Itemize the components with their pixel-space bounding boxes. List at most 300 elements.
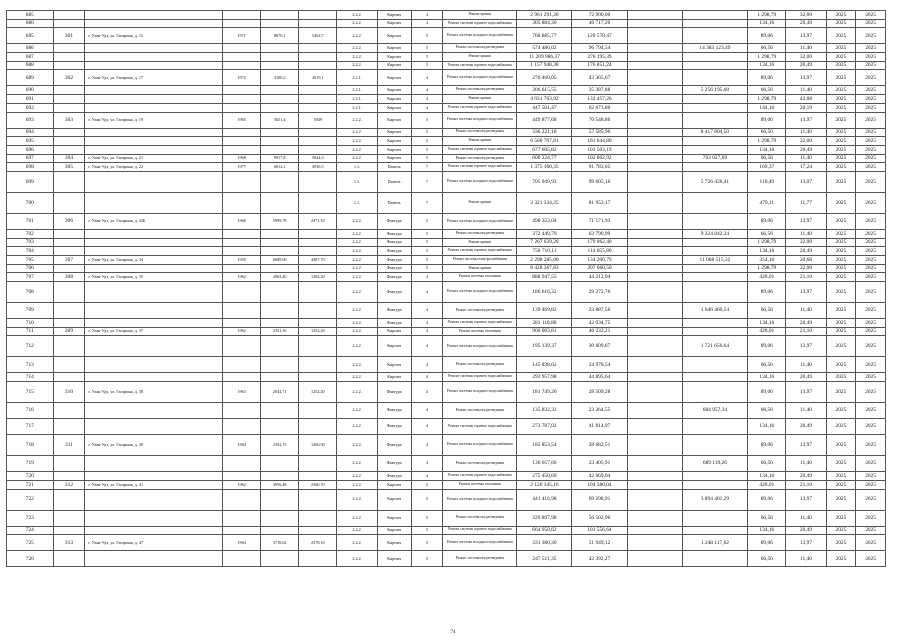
wall-material: Фактура [377, 282, 411, 303]
category-code: 2.2.2. [337, 247, 377, 256]
total-area [261, 238, 299, 247]
rate-per-sqm: 110,49 [748, 171, 786, 192]
spacer-cell [627, 480, 682, 489]
building-total [682, 480, 748, 489]
total-area [261, 53, 299, 62]
spacer-cell [627, 229, 682, 238]
wall-material: Кирпич [377, 70, 411, 86]
address [85, 551, 223, 567]
work-cost: 181 749,20 [517, 382, 572, 403]
year-built [223, 403, 261, 419]
year-start: 2025 [826, 128, 856, 137]
work-type: Ремонт системы водоотведения [443, 456, 517, 472]
total-area: 5999,78 [261, 213, 299, 229]
living-area [299, 336, 337, 357]
building-number [53, 238, 85, 247]
year-built [223, 86, 261, 95]
work-cost: 276 460,05 [517, 70, 572, 86]
spacer-cell [627, 238, 682, 247]
rate-secondary: 13,97 [786, 489, 826, 510]
living-area [299, 510, 337, 526]
work-cost: 888 947,55 [517, 273, 572, 282]
table-row [7, 551, 886, 567]
year-built: 1966 [223, 213, 261, 229]
category-code: 2.2.2. [337, 137, 377, 146]
year-end: 2025 [856, 11, 886, 20]
year-start: 2025 [826, 145, 856, 154]
work-cost: 449 877,68 [517, 112, 572, 128]
floor-count: 5 [411, 28, 443, 44]
category-code: 2.2.2. [337, 61, 377, 70]
living-area [299, 489, 337, 510]
building-number [53, 526, 85, 535]
rate-per-sqm: 89,06 [748, 282, 786, 303]
year-start: 2025 [826, 171, 856, 192]
rate-per-sqm: 89,06 [748, 382, 786, 403]
work-cost: 1 375 160,35 [517, 163, 572, 172]
table-row [7, 28, 886, 44]
work-type: Ремонт системы горячего водоснабжения [443, 145, 517, 154]
unit-cost: 63 790,99 [572, 229, 627, 238]
row-number: 703 [7, 238, 54, 247]
work-cost: 135 832,32 [517, 403, 572, 419]
building-total: 703 027,69 [682, 154, 748, 163]
unit-cost: 91 783,65 [572, 163, 627, 172]
wall-material: Кирпич [377, 137, 411, 146]
building-total [682, 357, 748, 373]
row-number: 715 [7, 382, 54, 403]
work-type: Ремонт системы холодного водоснабжения [443, 282, 517, 303]
year-start: 2025 [826, 112, 856, 128]
work-cost: 182 853,54 [517, 435, 572, 456]
year-built [223, 419, 261, 435]
building-total: 1 721 656,64 [682, 336, 748, 357]
floor-count: 5 [411, 489, 443, 510]
table-row [7, 53, 886, 62]
row-number: 707 [7, 273, 54, 282]
spacer-cell [627, 373, 682, 382]
rate-secondary: 21,10 [786, 327, 826, 336]
work-type: Ремонт системы водоотведения [443, 154, 517, 163]
year-end: 2025 [856, 282, 886, 303]
floor-count: 5 [411, 154, 443, 163]
spacer-cell [627, 19, 682, 28]
table-body [7, 11, 886, 567]
work-type: Ремонт системы холодного водоснабжения [443, 213, 517, 229]
work-type: Ремонт крыши [443, 137, 517, 146]
year-end: 2025 [856, 53, 886, 62]
year-start: 2025 [826, 535, 856, 551]
year-end: 2025 [856, 456, 886, 472]
year-built: 1962 [223, 327, 261, 336]
building-number: 305 [53, 163, 85, 172]
year-built [223, 303, 261, 319]
work-cost: 195 139,37 [517, 336, 572, 357]
category-code: 2.2.2. [337, 526, 377, 535]
rate-secondary: 11,40 [786, 86, 826, 95]
total-area: 2392,15 [261, 435, 299, 456]
rate-secondary: 13,97 [786, 435, 826, 456]
work-type: Ремонт системы горячего водоснабжения [443, 163, 517, 172]
building-number [53, 373, 85, 382]
living-area: 2378,10 [299, 535, 337, 551]
category-code: 1.1. [337, 171, 377, 192]
building-number [53, 171, 85, 192]
row-number: 716 [7, 403, 54, 419]
building-number [53, 264, 85, 273]
rate-per-sqm: 66,56 [748, 86, 786, 95]
building-total: 11 068 515,32 [682, 256, 748, 265]
year-end: 2025 [856, 327, 886, 336]
year-start: 2025 [826, 163, 856, 172]
year-end: 2025 [856, 489, 886, 510]
address: г. Улан-Удэ, ул. Гагарина, д. 40 [85, 435, 223, 456]
address [85, 264, 223, 273]
address [85, 238, 223, 247]
table-row [7, 229, 886, 238]
table-row [7, 247, 886, 256]
wall-material: Кирпич [377, 95, 411, 104]
table-row [7, 154, 886, 163]
category-code: 2.2.2. [337, 238, 377, 247]
rate-secondary: 11,40 [786, 551, 826, 567]
rate-per-sqm: 1 298,79 [748, 53, 786, 62]
rate-per-sqm: 89,06 [748, 213, 786, 229]
work-cost: 247 511,35 [517, 551, 572, 567]
year-start: 2025 [826, 61, 856, 70]
rate-secondary: 20,49 [786, 19, 826, 28]
wall-material: Фактура [377, 382, 411, 403]
living-area: 1260,50 [299, 435, 337, 456]
building-number [53, 19, 85, 28]
spacer-cell [627, 154, 682, 163]
table-row [7, 327, 886, 336]
building-number [53, 489, 85, 510]
row-number: 699 [7, 171, 54, 192]
table-row [7, 171, 886, 192]
wall-material: Кирпич [377, 154, 411, 163]
address [85, 171, 223, 192]
year-built [223, 282, 261, 303]
row-number: 704 [7, 247, 54, 256]
floor-count: 4 [411, 336, 443, 357]
rate-secondary: 11,40 [786, 229, 826, 238]
spacer-cell [627, 28, 682, 44]
wall-material: Кирпич [377, 510, 411, 526]
rate-secondary: 21,10 [786, 273, 826, 282]
work-type: Ремонт системы горячего водоснабжения [443, 526, 517, 535]
building-total [682, 327, 748, 336]
living-area [299, 238, 337, 247]
row-number: 719 [7, 456, 54, 472]
spacer-cell [627, 303, 682, 319]
rate-per-sqm: 1 298,79 [748, 238, 786, 247]
year-start: 2025 [826, 192, 856, 213]
wall-material: Фактура [377, 403, 411, 419]
category-code: 2.2.2. [337, 435, 377, 456]
living-area [299, 95, 337, 104]
building-total [682, 70, 748, 86]
rate-secondary: 20,49 [786, 247, 826, 256]
year-end: 2025 [856, 535, 886, 551]
row-number: 693 [7, 112, 54, 128]
building-number [53, 128, 85, 137]
spacer-cell [627, 95, 682, 104]
unit-cost: 44 212,94 [572, 273, 627, 282]
category-code: 2.2.2. [337, 303, 377, 319]
year-built: 1971 [223, 28, 261, 44]
work-type: Ремонт крыши [443, 11, 517, 20]
total-area: 3718,62 [261, 535, 299, 551]
spacer-cell [627, 535, 682, 551]
spacer-cell [627, 336, 682, 357]
category-code: 2.2.2. [337, 403, 377, 419]
living-area [299, 303, 337, 319]
rate-per-sqm: 134,16 [748, 61, 786, 70]
wall-material: Кирпич [377, 327, 411, 336]
category-code: 2.2.2. [337, 112, 377, 128]
year-start: 2025 [826, 11, 856, 20]
year-start: 2025 [826, 273, 856, 282]
category-code: 2.2.2. [337, 419, 377, 435]
total-area [261, 419, 299, 435]
rate-secondary: 20,49 [786, 145, 826, 154]
address [85, 336, 223, 357]
spacer-cell [627, 472, 682, 481]
year-end: 2025 [856, 44, 886, 53]
spacer-cell [627, 319, 682, 328]
category-code: 2.2.2. [337, 44, 377, 53]
row-number: 723 [7, 510, 54, 526]
work-cost: 273 787,02 [517, 419, 572, 435]
address: г. Улан-Удэ, ул. Гагарина, д. 37 [85, 327, 223, 336]
total-area: 2044,71 [261, 382, 299, 403]
year-end: 2025 [856, 510, 886, 526]
table-row [7, 373, 886, 382]
rate-per-sqm: 89,06 [748, 336, 786, 357]
year-start: 2025 [826, 382, 856, 403]
building-number [53, 61, 85, 70]
living-area [299, 456, 337, 472]
spacer-cell [627, 382, 682, 403]
table-row [7, 382, 886, 403]
total-area [261, 103, 299, 112]
total-area [261, 171, 299, 192]
rate-per-sqm: 89,06 [748, 535, 786, 551]
unit-cost: 71 171,93 [572, 213, 627, 229]
rate-per-sqm: 134,16 [748, 319, 786, 328]
address [85, 319, 223, 328]
unit-cost: 41 814,97 [572, 419, 627, 435]
year-end: 2025 [856, 403, 886, 419]
floor-count: 4 [411, 19, 443, 28]
wall-material: Панель [377, 192, 411, 213]
unit-cost: 46 717,20 [572, 19, 627, 28]
work-cost: 329 897,98 [517, 510, 572, 526]
total-area: 6812,1 [261, 163, 299, 172]
address: г. Улан-Удэ, ул. Гагарина, д. 47 [85, 535, 223, 551]
category-code: 2.2.1. [337, 70, 377, 86]
row-number: 722 [7, 489, 54, 510]
rate-secondary: 32,00 [786, 53, 826, 62]
year-start: 2025 [826, 456, 856, 472]
year-end: 2025 [856, 154, 886, 163]
year-end: 2025 [856, 28, 886, 44]
floor-count: 5 [411, 551, 443, 567]
building-total [682, 95, 748, 104]
year-built [223, 53, 261, 62]
table-row [7, 282, 886, 303]
total-area [261, 336, 299, 357]
living-area: 2019,1 [299, 70, 337, 86]
table-row [7, 480, 886, 489]
spacer-cell [627, 526, 682, 535]
address [85, 229, 223, 238]
total-area [261, 11, 299, 20]
total-area [261, 95, 299, 104]
rate-per-sqm: 134,16 [748, 526, 786, 535]
building-total: 3 894 401,29 [682, 489, 748, 510]
table-row [7, 44, 886, 53]
address [85, 86, 223, 95]
category-code: 2.2.2. [337, 510, 377, 526]
work-type: Ремонт системы холодного водоснабжения [443, 382, 517, 403]
total-area: 3956,48 [261, 480, 299, 489]
work-cost: 750 710,11 [517, 247, 572, 256]
category-code: 2.2.1. [337, 86, 377, 95]
wall-material: Фактура [377, 229, 411, 238]
table-row [7, 472, 886, 481]
building-total [682, 213, 748, 229]
rate-per-sqm: 354,16 [748, 256, 786, 265]
work-cost: 1 157 948,38 [517, 61, 572, 70]
table-row [7, 535, 886, 551]
building-number [53, 95, 85, 104]
building-number [53, 137, 85, 146]
rate-secondary: 13,97 [786, 112, 826, 128]
year-end: 2025 [856, 163, 886, 172]
unit-cost: 23 405,91 [572, 456, 627, 472]
building-total: 689 119,26 [682, 456, 748, 472]
row-number: 687 [7, 53, 54, 62]
rate-per-sqm: 1 298,79 [748, 11, 786, 20]
address [85, 357, 223, 373]
building-total [682, 112, 748, 128]
address [85, 53, 223, 62]
rate-per-sqm: 89,06 [748, 112, 786, 128]
rate-per-sqm: 89,06 [748, 435, 786, 456]
address [85, 44, 223, 53]
row-number: 725 [7, 535, 54, 551]
address: г. Улан-Удэ, ул. Гагарина, д. 38 [85, 382, 223, 403]
year-built [223, 137, 261, 146]
year-start: 2025 [826, 238, 856, 247]
table-row [7, 112, 886, 128]
building-total [682, 163, 748, 172]
year-end: 2025 [856, 336, 886, 357]
unit-cost: 276 195,39 [572, 53, 627, 62]
building-total [682, 19, 748, 28]
work-type: Ремонт системы холодного водоснабжения [443, 535, 517, 551]
year-start: 2025 [826, 154, 856, 163]
building-total [682, 273, 748, 282]
year-end: 2025 [856, 192, 886, 213]
building-number: 307 [53, 256, 85, 265]
year-start: 2025 [826, 95, 856, 104]
floor-count: 5 [411, 238, 443, 247]
category-code: 2.2.1. [337, 95, 377, 104]
building-number [53, 419, 85, 435]
wall-material: Кирпич [377, 28, 411, 44]
total-area: 9917,8 [261, 154, 299, 163]
year-start: 2025 [826, 44, 856, 53]
living-area [299, 373, 337, 382]
rate-per-sqm: 66,56 [748, 456, 786, 472]
year-start: 2025 [826, 86, 856, 95]
year-built [223, 357, 261, 373]
spacer-cell [627, 103, 682, 112]
unit-cost: 62 673,80 [572, 103, 627, 112]
rate-secondary: 11,40 [786, 456, 826, 472]
work-type: Ремонт системы отопления [443, 273, 517, 282]
unit-cost: 120 578,47 [572, 28, 627, 44]
address: г. Улан-Удэ, ул. Гагарина, д. 21 [85, 154, 223, 163]
rate-per-sqm: 420,01 [748, 273, 786, 282]
work-cost: 4 031 703,92 [517, 95, 572, 104]
row-number: 688 [7, 61, 54, 70]
rate-per-sqm: 420,01 [748, 480, 786, 489]
unit-cost: 161 644,80 [572, 137, 627, 146]
total-area [261, 128, 299, 137]
year-end: 2025 [856, 472, 886, 481]
table-row [7, 145, 886, 154]
living-area: 1282,20 [299, 273, 337, 282]
address [85, 489, 223, 510]
work-cost: 136 657,66 [517, 456, 572, 472]
living-area [299, 319, 337, 328]
building-total: 8 417 804,50 [682, 128, 748, 137]
spacer-cell [627, 213, 682, 229]
year-start: 2025 [826, 319, 856, 328]
table-row [7, 103, 886, 112]
wall-material: Фактура [377, 264, 411, 273]
living-area: 5044,3 [299, 154, 337, 163]
floor-count: 4 [411, 95, 443, 104]
unit-cost: 42 069,04 [572, 472, 627, 481]
wall-material: Кирпич [377, 128, 411, 137]
category-code: 2.2.2. [337, 229, 377, 238]
rate-secondary: 13,97 [786, 213, 826, 229]
floor-count: 5 [411, 229, 443, 238]
table-row [7, 273, 886, 282]
living-area [299, 403, 337, 419]
unit-cost: 35 387,88 [572, 86, 627, 95]
floor-count: 5 [411, 535, 443, 551]
table-row [7, 456, 886, 472]
work-type: Ремонт крыши [443, 53, 517, 62]
total-area [261, 61, 299, 70]
year-start: 2025 [826, 472, 856, 481]
work-type: Ремонт системы водоотведения [443, 403, 517, 419]
work-type: Ремонт системы водоотведения [443, 357, 517, 373]
unit-cost: 46 232,21 [572, 327, 627, 336]
rate-per-sqm: 89,06 [748, 70, 786, 86]
wall-material: Кирпич [377, 112, 411, 128]
building-total [682, 373, 748, 382]
building-number: 313 [53, 535, 85, 551]
wall-material: Кирпич [377, 489, 411, 510]
building-number [53, 86, 85, 95]
